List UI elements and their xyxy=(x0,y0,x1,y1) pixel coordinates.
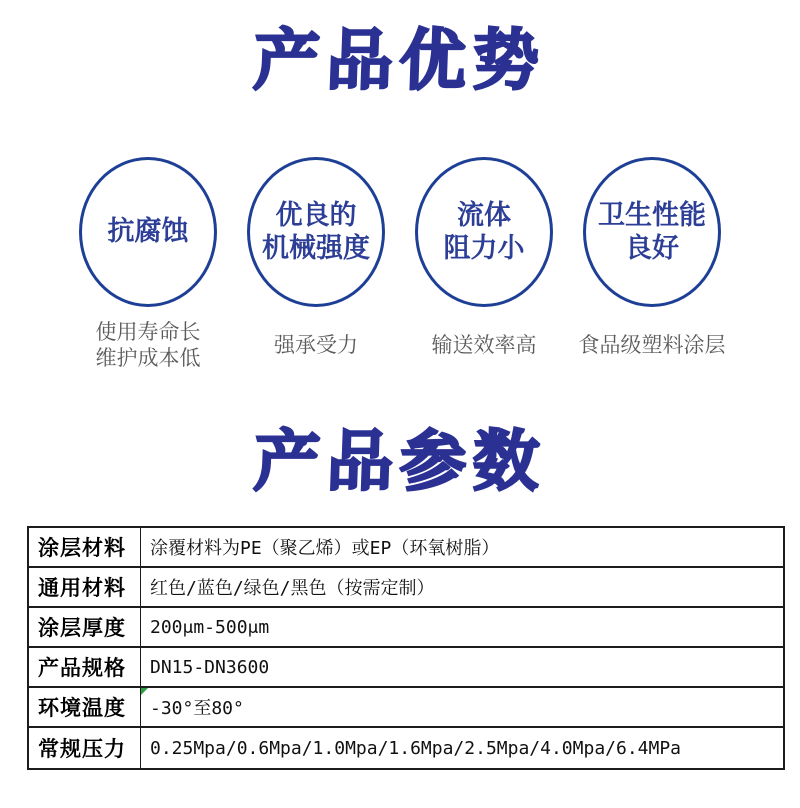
advantage-item-anticorrosion xyxy=(64,157,232,373)
advantage-caption xyxy=(432,319,537,373)
advantage-caption xyxy=(274,319,358,373)
table-row-ambient-temperature xyxy=(29,688,783,728)
row-value: 0.25Mpa/0.6Mpa/1.0Mpa/1.6Mpa/2.5Mpa/4.0Mpa/6.4MPa xyxy=(150,737,682,759)
table-row-coating-thickness xyxy=(29,608,783,648)
page-title-parameters: 产品参数 xyxy=(252,423,548,498)
advantage-caption-line: 维护成本低 xyxy=(95,346,201,370)
advantage-circle-label: 卫生性能 xyxy=(598,200,706,231)
advantage-item-mechanical-strength xyxy=(232,157,400,373)
row-label: 产品规格 xyxy=(29,648,141,686)
advantage-circle xyxy=(79,157,217,307)
row-value: DN15-DN3600 xyxy=(150,656,270,678)
row-value-text: -30°至80° xyxy=(150,698,244,720)
advantage-circle-label: 良好 xyxy=(625,232,679,263)
advantage-caption-line: 使用寿命长 xyxy=(95,320,201,344)
advantage-caption xyxy=(579,319,726,373)
row-value: 200μm-500μm xyxy=(150,616,270,638)
advantage-circle-label: 流体 xyxy=(457,200,511,231)
advantage-caption-line: 输送效率高 xyxy=(431,333,537,357)
table-row-general-material xyxy=(29,568,783,608)
parameters-table xyxy=(27,526,785,770)
row-label: 涂层材料 xyxy=(29,528,141,566)
advantage-item-low-fluid-resistance xyxy=(400,157,568,373)
advantage-circle-label: 抗腐蚀 xyxy=(107,216,189,247)
advantage-circle-label: 阻力小 xyxy=(443,232,525,263)
row-label: 环境温度 xyxy=(29,688,141,726)
table-row-normal-pressure xyxy=(29,728,783,768)
advantage-circle xyxy=(247,157,385,307)
row-label: 通用材料 xyxy=(29,568,141,606)
row-value: 红色/蓝色/绿色/黑色（按需定制） xyxy=(150,578,435,600)
advantage-circle xyxy=(583,157,721,307)
advantages-row xyxy=(64,157,736,373)
advantage-item-sanitary xyxy=(568,157,736,373)
advantage-caption xyxy=(96,319,201,373)
row-value xyxy=(141,688,783,726)
row-value: 涂覆材料为PE（聚乙烯）或EP（环氧树脂） xyxy=(150,538,500,560)
table-row-coating-material xyxy=(29,528,783,568)
advantage-circle-label: 优良的 xyxy=(275,200,357,231)
advantage-caption-line: 食品级塑料涂层 xyxy=(578,333,726,357)
page-title-advantages: 产品优势 xyxy=(252,23,547,97)
advantage-circle-label: 机械强度 xyxy=(262,232,370,263)
row-label: 常规压力 xyxy=(29,728,141,768)
table-row-product-spec xyxy=(29,648,783,688)
row-label: 涂层厚度 xyxy=(29,608,141,646)
excel-corner-marker xyxy=(141,688,148,695)
advantage-circle xyxy=(415,157,553,307)
advantage-caption-line: 强承受力 xyxy=(274,333,358,357)
